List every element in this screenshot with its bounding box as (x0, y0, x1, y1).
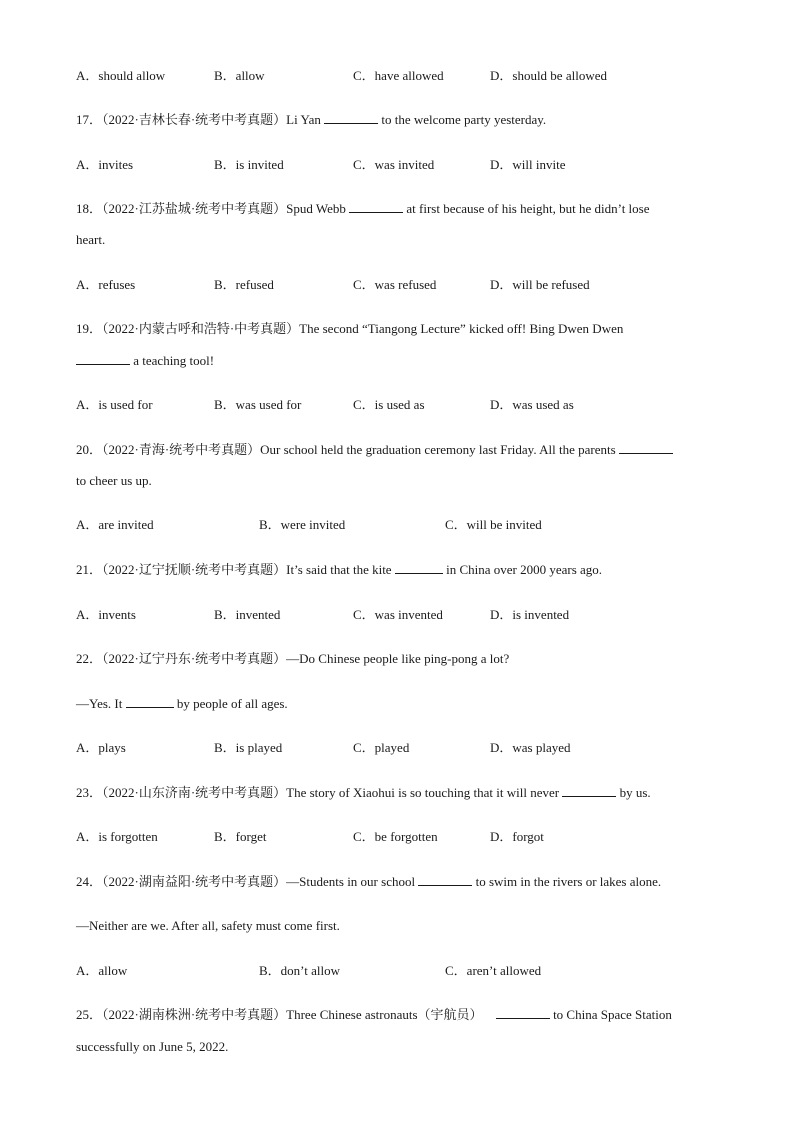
q24-prefix: 24．（2022·湖南益阳·统考中考真题）—Students in our school (76, 874, 416, 889)
q19-suffix: a teaching tool! (133, 353, 215, 368)
q23-prefix: 23．（2022·山东济南·统考中考真题）The story of Xiaohui is so touching that it will never (76, 785, 560, 800)
q19-blank (76, 352, 130, 365)
q21-stem (76, 561, 724, 579)
q20-option-a: A．are invited (76, 517, 154, 532)
q17-blank (324, 111, 378, 124)
q21-prefix: 21．（2022·辽宁抚顺·统考中考真题）It’s said that the kite (76, 562, 392, 577)
q17-option-d: D．will invite (490, 157, 566, 172)
q17-prefix: 17．（2022·吉林长春·统考中考真题）Li Yan (76, 112, 321, 127)
q23-option-a: A．is forgotten (76, 829, 158, 844)
q23-option-d: D．forgot (490, 829, 544, 844)
q22-option-a: A．plays (76, 740, 126, 755)
q20-option-b: B．were invited (259, 517, 346, 532)
q21-option-b: B．invented (214, 607, 281, 622)
q24-suffix: to swim in the rivers or lakes alone. (475, 874, 662, 889)
q22-option-b: B．is played (214, 740, 283, 755)
q18-stem (76, 200, 724, 218)
q24-option-b: B．don’t allow (259, 963, 341, 978)
q20-option-c: C．will be invited (445, 517, 542, 532)
q19-option-c: C．is used as (353, 397, 425, 412)
q25-stem-line2: successfully on June 5, 2022. (76, 1039, 229, 1054)
q24-option-c: C．aren’t allowed (445, 963, 542, 978)
q20-blank (619, 441, 673, 454)
q18-suffix: at first because of his height, but he didn’t lose (406, 201, 650, 216)
q24-option-a: A．allow (76, 963, 128, 978)
q21-suffix: in China over 2000 years ago. (446, 562, 603, 577)
q20-prefix: 20．（2022·青海·统考中考真题）Our school held the graduation ceremony last Friday. All the parents (76, 442, 616, 457)
q17-option-b: B．is invited (214, 157, 284, 172)
q18-prefix: 18．（2022·江苏盐城·统考中考真题）Spud Webb (76, 201, 346, 216)
q18-option-d: D．will be refused (490, 277, 590, 292)
q21-option-c: C．was invented (353, 607, 443, 622)
q18-stem-line2: heart. (76, 232, 106, 247)
q24-blank (418, 873, 472, 886)
q22-prefix: —Yes. It (76, 696, 123, 711)
q25-prefix: 25．（2022·湖南株洲·统考中考真题）Three Chinese astronauts（宇航员） (76, 1007, 483, 1022)
q23-blank (562, 784, 616, 797)
q18-option-b: B．refused (214, 277, 274, 292)
q17-option-c: C．was invited (353, 157, 435, 172)
q24-stem (76, 873, 724, 891)
q21-blank (395, 561, 443, 574)
q19-option-a: A．is used for (76, 397, 153, 412)
q23-option-c: C．be forgotten (353, 829, 438, 844)
q20-stem (76, 441, 724, 459)
q22-option-c: C．played (353, 740, 410, 755)
q24-stem-line2: —Neither are we. After all, safety must come first. (76, 918, 340, 933)
q25-suffix: to China Space Station (553, 1007, 672, 1022)
q19-stem-line2 (76, 352, 724, 370)
q21-option-d: D．is invented (490, 607, 570, 622)
q16-option-d: D．should be allowed (490, 68, 607, 83)
q20-stem-line2: to cheer us up. (76, 473, 152, 488)
q19-option-d: D．was used as (490, 397, 574, 412)
q19-option-b: B．was used for (214, 397, 302, 412)
q16-option-b: B．allow (214, 68, 265, 83)
q18-option-c: C．was refused (353, 277, 437, 292)
q18-option-a: A．refuses (76, 277, 136, 292)
q22-blank (126, 695, 174, 708)
q18-blank (349, 200, 403, 213)
q17-suffix: to the welcome party yesterday. (381, 112, 547, 127)
q22-option-d: D．was played (490, 740, 571, 755)
q22-stem-line2 (76, 695, 724, 713)
q22-stem: 22．（2022·辽宁丹东·统考中考真题）—Do Chinese people like ping-pong a lot? (76, 651, 510, 666)
q22-suffix: by people of all ages. (176, 696, 288, 711)
q19-stem: 19．（2022·内蒙古呼和浩特·中考真题）The second “Tiangong Lecture” kicked off! Bing Dwen Dwen (76, 321, 624, 336)
q23-suffix: by us. (619, 785, 651, 800)
q16-option-c: C．have allowed (353, 68, 444, 83)
q17-option-a: A．invites (76, 157, 134, 172)
q21-option-a: A．invents (76, 607, 136, 622)
q17-stem (76, 111, 724, 129)
q16-option-a: A．should allow (76, 68, 166, 83)
q23-option-b: B．forget (214, 829, 267, 844)
q25-stem (76, 1006, 724, 1024)
q25-blank (496, 1006, 550, 1019)
q23-stem (76, 784, 724, 802)
